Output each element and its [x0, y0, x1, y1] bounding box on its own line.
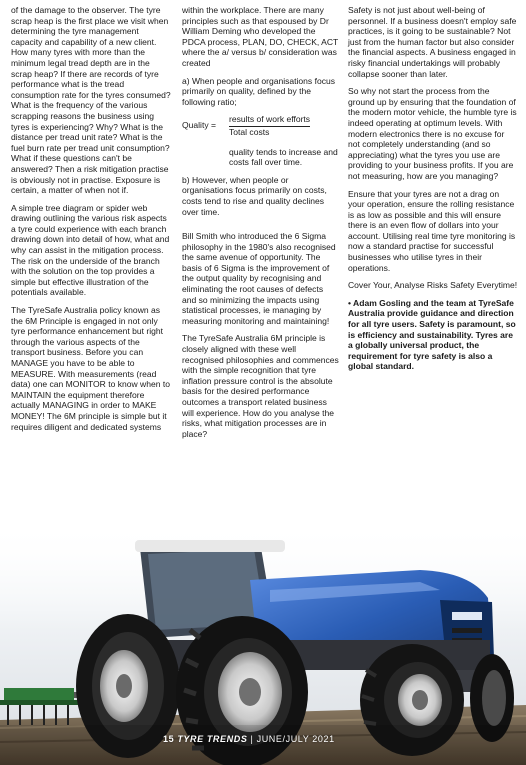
article-column-2	[182, 5, 339, 446]
paragraph: within the workplace. There are many principles such as that espoused by Dr William Deming who developed the PDCA process, PLAN, DO, CHECK, ACT where the a/ versus b/ consideration was created	[182, 5, 339, 68]
paragraph: Safety is not just about well-being of personnel. If a business doesn't employ safe practices, is it going to be sustainable? Not just from the human factor but also consider the financial aspects. A business engaged in risky financial undertakings will probably collapse sooner than later.	[348, 5, 517, 79]
formula-numerator: results of work efforts	[229, 114, 310, 127]
page-number: 15	[163, 734, 175, 744]
tractor-icon	[0, 520, 526, 765]
paragraph: Bill Smith who introduced the 6 Sigma philosophy in the 1980's also recognised the same avenue of opportunity. The basis of 6 Sigma is the improvement of the output quality by recognising and eliminating the root causes of defects and so minimizing the impacts using statistical processes, ie managing by measuring monitoring and maintaining!	[182, 231, 336, 326]
quality-formula	[182, 114, 339, 167]
paragraph: The TyreSafe Australia policy known as the 6M Principle is engaged in not only tyre performance enhancement but right through the various aspects of the transport business. Before you can MANAGE you have to be able to MEASURE. With measurements (read data) one can MONITOR to know when to MAINTAIN the equipment therefore actually MANAGING in order to MAKE MONEY! The 6M principle is simple but it requires diligent and dedicated systems	[11, 305, 170, 432]
paragraph: So why not start the process from the ground up by ensuring that the foundation of the modern motor vehicle, the humble tyre is indeed operating at optimum levels. With modern electronics there is no excuse for not completely understanding (and so appreciating) what the tyres you use are providing to your business profits. If you are not measuring, how are you managing?	[348, 86, 517, 181]
formula-lhs: Quality =	[182, 120, 216, 131]
article-column-3	[348, 5, 518, 379]
paragraph: The TyreSafe Australia 6M principle is closely aligned with these well recognised philosophies and commences with the simple recognition that tyre inflation pressure control is the absolute basis for the desired performance outcomes a transport related business will experience. How do you analyse the risks, what mitigation processes are in place?	[182, 333, 339, 439]
author-bio: • Adam Gosling and the team at TyreSafe Australia provide guidance and direction for all tyre users. Safety is paramount, so is efficiency and sustainability. Tyres are a globally universal product, the requirement for tyre safety is also a global standard.	[348, 297, 516, 372]
paragraph: Cover Your, Analyse Risks Safety Everytime!	[348, 280, 518, 291]
publication-name: TYRE TRENDS	[177, 734, 248, 744]
paragraph: b) However, when people or organisations focus primarily on costs, costs tend to rise and quality declines over time.	[182, 174, 327, 217]
paragraph: Ensure that your tyres are not a drag on your operation, ensure the rolling resistance is as low as possible and this will ensure there is an even flow of dollars into your account. Utilising real time tyre monitoring is now a standard practise for successful businesses who utilise tyres in their operations.	[348, 188, 516, 273]
page-footer	[163, 734, 335, 744]
formula-note: quality tends to increase and costs fall over time.	[229, 146, 338, 168]
paragraph: a) When people and organisations focus primarily on quality, defined by the following ratio;	[182, 75, 335, 107]
paragraph: A simple tree diagram or spider web drawing outlining the various risk aspects a tyre could experience with each branch drawing down into detail of how, what and why can assist in the mitigation process. The risk on the underside of the branch with the solution on the top provides a simple but effective illustration of the potentials available.	[11, 202, 170, 298]
paragraph: of the damage to the observer. The tyre scrap heap is the first place we visit when determining the tyre management capacity and capability of a new client. How many tyres with more than the minimum legal tread depth are in the scrap heap? If there are records of tyre performance what is the tread consumption rate for the tyres consumed? What is the frequency of the various scrapping reasons the business using tyres is experiencing? Why? What is the distance per tread unit rate? What is the fuel burn rate per tread unit consumption? What if these questions can't be answered? Then a risk mitigation practise is obviously not in practise. Exposure is certain, a matter of when not if.	[11, 5, 171, 196]
footer-separator: |	[250, 734, 254, 744]
formula-denominator: Total costs	[229, 126, 270, 137]
article-column-1	[11, 5, 171, 439]
issue-date: JUNE/JULY 2021	[256, 734, 335, 744]
